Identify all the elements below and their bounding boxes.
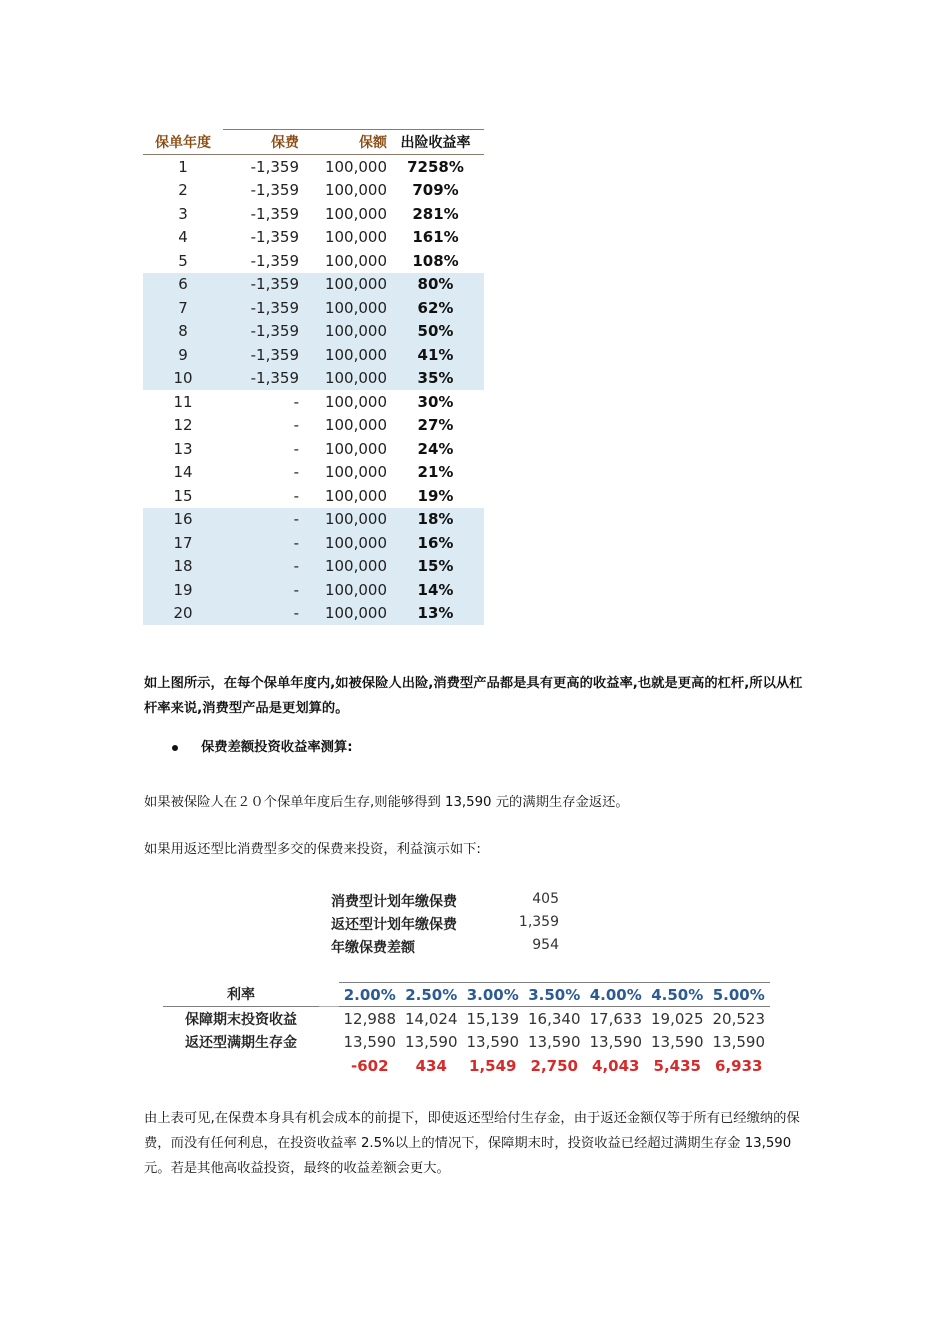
policy-year-cell: 8 (143, 320, 223, 344)
claim-yield-cell: 281% (412, 204, 459, 223)
table-row (143, 508, 484, 532)
summary-paragraph: 由上表可见,在保费本身具有机会成本的前提下，即使返还型给付生存金，由于返还金额仅等于所有已经缴纳的保费，而没有任何利息，在投资收益率 2.5%以上的情况下，保障期末时，投资收益已经超过满期生存金 13,590 元。若是其他高收益投资，最终的收益差额会更大。 (144, 1111, 800, 1176)
row-gap (319, 1031, 339, 1055)
conclusion-paragraph: 如上图所示，在每个保单年度内,如被保险人出险,消费型产品都是具有更高的收益率,也就是更高的杠杆,所以从杠杆率来说,消费型产品是更划算的。 (144, 676, 803, 716)
table-row (163, 1054, 770, 1078)
sum-assured-cell: 100,000 (299, 343, 387, 367)
claim-yield-cell: 30% (417, 392, 454, 411)
interest-rate-header: 3.00% (462, 983, 524, 1007)
claim-yield-cell: 62% (387, 296, 484, 320)
policy-year-cell: 5 (178, 251, 188, 270)
sum-assured-cell: 100,000 (324, 204, 387, 223)
interest-rate-header: 4.00% (585, 983, 647, 1007)
premium-cell: - (223, 578, 299, 602)
sum-assured-cell: 100,000 (324, 392, 387, 411)
value-cell: 13,590 (651, 1033, 704, 1052)
value-cell: 13,590 (343, 1033, 396, 1052)
sum-assured-cell: 100,000 (299, 273, 387, 297)
sum-assured-cell: 100,000 (324, 416, 387, 435)
value-cell: 14,024 (401, 1007, 463, 1031)
table-row (143, 343, 484, 367)
table-row (143, 437, 484, 461)
table-row (143, 320, 484, 344)
sum-assured-cell: 100,000 (324, 486, 387, 505)
sum-assured-cell: 100,000 (324, 463, 387, 482)
interest-table-header (163, 983, 770, 1007)
policy-year-cell: 16 (143, 508, 223, 532)
summary-value-difference: 954 (532, 937, 559, 953)
claim-yield-cell: 108% (412, 251, 459, 270)
claim-yield-cell: 15% (387, 555, 484, 579)
sum-assured-cell: 100,000 (299, 578, 387, 602)
interest-rate-header: 2.00% (339, 983, 401, 1007)
row-gap (319, 1054, 339, 1078)
policy-year-cell: 19 (143, 578, 223, 602)
policy-year-cell: 20 (143, 602, 223, 626)
claim-yield-cell: 19% (417, 486, 454, 505)
premium-cell: -1,359 (250, 204, 299, 223)
sum-assured-cell: 100,000 (324, 439, 387, 458)
claim-yield-cell: 80% (387, 273, 484, 297)
policy-year-cell: 2 (178, 181, 188, 200)
claim-yield-cell: 50% (387, 320, 484, 344)
claim-yield-cell: 161% (412, 228, 459, 247)
policy-year-cell: 9 (143, 343, 223, 367)
bullet-icon (172, 745, 178, 751)
premium-cell: - (223, 555, 299, 579)
premium-cell: -1,359 (250, 181, 299, 200)
premium-cell: -1,359 (250, 157, 299, 176)
row-label (163, 1054, 319, 1078)
value-cell: 20,523 (708, 1007, 770, 1031)
table-row (143, 273, 484, 297)
premium-cell: -1,359 (223, 343, 299, 367)
survival-paragraph: 如果被保险人在２０个保单年度后生存,则能够得到 13,590 元的满期生存金返还。 (144, 795, 629, 810)
policy-year-cell: 17 (143, 531, 223, 555)
value-cell: 15,139 (462, 1007, 524, 1031)
yield-table (143, 129, 484, 625)
sum-assured-cell: 100,000 (324, 157, 387, 176)
policy-year-cell: 14 (173, 463, 193, 482)
policy-year-cell: 6 (143, 273, 223, 297)
table-row (143, 531, 484, 555)
value-cell: 12,988 (339, 1007, 401, 1031)
table-row (143, 296, 484, 320)
policy-year-cell: 15 (173, 486, 193, 505)
sum-assured-cell: 100,000 (299, 555, 387, 579)
premium-cell: - (223, 602, 299, 626)
premium-cell: -1,359 (223, 273, 299, 297)
value-cell: 434 (415, 1056, 447, 1075)
table-row (143, 461, 484, 485)
sum-assured-cell: 100,000 (324, 181, 387, 200)
policy-year-cell: 18 (143, 555, 223, 579)
value-cell: 13,590 (466, 1033, 519, 1052)
value-cell: 13,590 (589, 1033, 642, 1052)
table-row (163, 1007, 770, 1031)
premium-cell: -1,359 (250, 228, 299, 247)
header-sum-assured: 保额 (299, 130, 387, 155)
table-row (143, 390, 484, 414)
summary-label-consumer: 消费型计划年缴保费 (331, 894, 457, 910)
table-row (143, 555, 484, 579)
table-row (143, 484, 484, 508)
table-row (143, 249, 484, 273)
header-gap (319, 983, 339, 1007)
value-cell: 13,590 (405, 1033, 458, 1052)
value-cell: 19,025 (647, 1007, 709, 1031)
policy-year-cell: 11 (173, 392, 193, 411)
table-row (143, 202, 484, 226)
premium-cell: -1,359 (223, 367, 299, 391)
policy-year-cell: 13 (173, 439, 193, 458)
premium-cell: - (293, 463, 299, 482)
policy-year-cell: 7 (143, 296, 223, 320)
value-cell: 1,549 (469, 1056, 517, 1075)
claim-yield-cell: 35% (387, 367, 484, 391)
summary-value-consumer: 405 (532, 891, 559, 907)
table-row (143, 367, 484, 391)
yield-table-header (143, 130, 484, 155)
value-cell: 6,933 (715, 1056, 763, 1075)
table-row (143, 414, 484, 438)
row-label: 保障期末投资收益 (163, 1007, 319, 1031)
interest-rate-header: 3.50% (524, 983, 586, 1007)
sum-assured-cell: 100,000 (299, 602, 387, 626)
claim-yield-cell: 41% (387, 343, 484, 367)
row-gap (319, 1007, 339, 1031)
value-cell: 17,633 (585, 1007, 647, 1031)
policy-year-cell: 4 (178, 228, 188, 247)
sum-assured-cell: 100,000 (324, 251, 387, 270)
table-row (163, 1031, 770, 1055)
value-cell: -602 (350, 1056, 389, 1075)
interest-table-body (163, 1007, 770, 1078)
investment-intro-paragraph: 如果用返还型比消费型多交的保费来投资，利益演示如下: (144, 842, 481, 857)
table-row (143, 226, 484, 250)
summary-label-difference: 年缴保费差额 (331, 940, 415, 956)
claim-yield-cell: 27% (417, 416, 454, 435)
premium-cell: -1,359 (223, 320, 299, 344)
interest-rate-header: 2.50% (401, 983, 463, 1007)
sum-assured-cell: 100,000 (299, 320, 387, 344)
rate-label: 利率 (163, 983, 319, 1007)
claim-yield-cell: 24% (417, 439, 454, 458)
value-cell: 13,590 (712, 1033, 765, 1052)
claim-yield-cell: 709% (412, 181, 459, 200)
premium-cell: -1,359 (250, 251, 299, 270)
premium-cell: -1,359 (223, 296, 299, 320)
premium-cell: - (223, 508, 299, 532)
value-cell: 2,750 (530, 1056, 578, 1075)
policy-year-cell: 1 (178, 157, 188, 176)
claim-yield-cell: 16% (387, 531, 484, 555)
table-row (143, 179, 484, 203)
interest-table (163, 982, 770, 1078)
header-policy-year: 保单年度 (143, 130, 223, 155)
premium-cell: - (293, 392, 299, 411)
investment-comparison-block (143, 882, 788, 1080)
premium-cell: - (293, 486, 299, 505)
table-row (143, 155, 484, 179)
sum-assured-cell: 100,000 (299, 508, 387, 532)
table-row (143, 602, 484, 626)
summary-label-return: 返还型计划年缴保费 (331, 917, 457, 933)
section-heading: 保费差额投资收益率测算: (201, 740, 353, 755)
premium-cell: - (293, 439, 299, 458)
claim-yield-cell: 21% (417, 463, 454, 482)
sum-assured-cell: 100,000 (324, 228, 387, 247)
interest-rate-header: 5.00% (708, 983, 770, 1007)
value-cell: 16,340 (524, 1007, 586, 1031)
interest-rate-header: 4.50% (647, 983, 709, 1007)
claim-yield-cell: 14% (387, 578, 484, 602)
value-cell: 4,043 (592, 1056, 640, 1075)
value-cell: 5,435 (653, 1056, 701, 1075)
header-claim-yield: 出险收益率 (387, 130, 484, 155)
claim-yield-cell: 7258% (407, 157, 464, 176)
sum-assured-cell: 100,000 (299, 296, 387, 320)
premium-cell: - (223, 531, 299, 555)
claim-yield-cell: 18% (387, 508, 484, 532)
policy-year-cell: 10 (143, 367, 223, 391)
table-row (143, 578, 484, 602)
policy-year-cell: 12 (173, 416, 193, 435)
yield-table-body (143, 155, 484, 626)
header-premium: 保费 (223, 130, 299, 155)
sum-assured-cell: 100,000 (299, 367, 387, 391)
value-cell: 13,590 (528, 1033, 581, 1052)
summary-value-return: 1,359 (518, 914, 559, 930)
premium-cell: - (293, 416, 299, 435)
policy-year-cell: 3 (178, 204, 188, 223)
claim-yield-cell: 13% (387, 602, 484, 626)
row-label: 返还型满期生存金 (185, 1035, 297, 1052)
sum-assured-cell: 100,000 (299, 531, 387, 555)
